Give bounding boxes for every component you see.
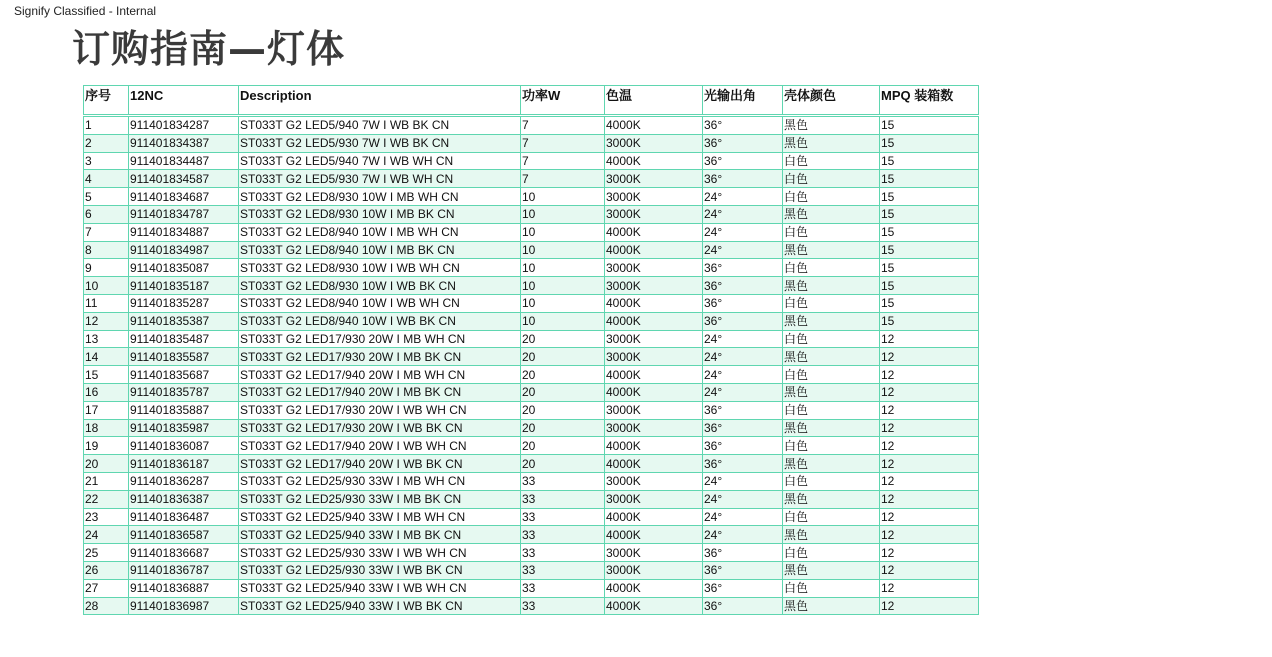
table-row <box>84 277 979 295</box>
cell-power: 20 <box>521 366 605 384</box>
cell-power: 20 <box>521 455 605 473</box>
cell-12nc: 911401834287 <box>129 116 239 135</box>
cell-power: 10 <box>521 259 605 277</box>
cell-index: 3 <box>84 152 129 170</box>
cell-beam-angle: 24° <box>703 383 783 401</box>
cell-power: 33 <box>521 544 605 562</box>
table-row <box>84 152 979 170</box>
cell-beam-angle: 24° <box>703 241 783 259</box>
cell-description: ST033T G2 LED25/940 33W I WB WH CN <box>239 579 521 597</box>
cell-mpq: 12 <box>880 366 979 384</box>
cell-description: ST033T G2 LED25/930 33W I MB WH CN <box>239 472 521 490</box>
table-body <box>84 116 979 615</box>
cell-power: 10 <box>521 294 605 312</box>
cell-index: 25 <box>84 544 129 562</box>
table-row <box>84 472 979 490</box>
cell-12nc: 911401836187 <box>129 455 239 473</box>
cell-power: 33 <box>521 597 605 615</box>
cell-cct: 4000K <box>605 294 703 312</box>
cell-cct: 4000K <box>605 437 703 455</box>
cell-power: 33 <box>521 579 605 597</box>
cell-index: 13 <box>84 330 129 348</box>
ordering-table-container <box>83 85 978 615</box>
cell-description: ST033T G2 LED8/930 10W I WB WH CN <box>239 259 521 277</box>
cell-description: ST033T G2 LED8/940 10W I MB BK CN <box>239 241 521 259</box>
cell-mpq: 12 <box>880 437 979 455</box>
cell-housing-color: 白色 <box>783 330 880 348</box>
table-row <box>84 490 979 508</box>
cell-description: ST033T G2 LED25/940 33W I MB BK CN <box>239 526 521 544</box>
cell-beam-angle: 36° <box>703 561 783 579</box>
table-row <box>84 383 979 401</box>
cell-12nc: 911401836287 <box>129 472 239 490</box>
table-row <box>84 294 979 312</box>
cell-mpq: 15 <box>880 188 979 206</box>
cell-index: 26 <box>84 561 129 579</box>
cell-power: 33 <box>521 490 605 508</box>
cell-12nc: 911401836387 <box>129 490 239 508</box>
cell-index: 23 <box>84 508 129 526</box>
cell-description: ST033T G2 LED17/940 20W I MB WH CN <box>239 366 521 384</box>
cell-12nc: 911401836587 <box>129 526 239 544</box>
cell-power: 10 <box>521 277 605 295</box>
col-header-housing-color: 壳体颜色 <box>783 86 880 116</box>
cell-beam-angle: 24° <box>703 526 783 544</box>
table-row <box>84 419 979 437</box>
table-row <box>84 134 979 152</box>
cell-12nc: 911401836987 <box>129 597 239 615</box>
cell-mpq: 15 <box>880 294 979 312</box>
cell-power: 33 <box>521 472 605 490</box>
cell-mpq: 12 <box>880 348 979 366</box>
cell-housing-color: 黑色 <box>783 134 880 152</box>
cell-mpq: 12 <box>880 561 979 579</box>
cell-12nc: 911401836487 <box>129 508 239 526</box>
cell-cct: 4000K <box>605 383 703 401</box>
cell-index: 18 <box>84 419 129 437</box>
cell-mpq: 15 <box>880 277 979 295</box>
cell-12nc: 911401836687 <box>129 544 239 562</box>
cell-index: 10 <box>84 277 129 295</box>
cell-beam-angle: 36° <box>703 401 783 419</box>
cell-beam-angle: 36° <box>703 544 783 562</box>
table-row <box>84 205 979 223</box>
cell-beam-angle: 36° <box>703 134 783 152</box>
cell-housing-color: 黑色 <box>783 490 880 508</box>
cell-index: 19 <box>84 437 129 455</box>
cell-mpq: 12 <box>880 330 979 348</box>
cell-index: 9 <box>84 259 129 277</box>
cell-beam-angle: 36° <box>703 455 783 473</box>
cell-index: 7 <box>84 223 129 241</box>
cell-power: 33 <box>521 561 605 579</box>
cell-housing-color: 黑色 <box>783 205 880 223</box>
cell-power: 20 <box>521 330 605 348</box>
cell-housing-color: 黑色 <box>783 116 880 135</box>
cell-description: ST033T G2 LED8/930 10W I WB BK CN <box>239 277 521 295</box>
cell-12nc: 911401834387 <box>129 134 239 152</box>
table-row <box>84 561 979 579</box>
cell-power: 10 <box>521 312 605 330</box>
cell-12nc: 911401834887 <box>129 223 239 241</box>
cell-cct: 4000K <box>605 508 703 526</box>
cell-mpq: 15 <box>880 170 979 188</box>
cell-mpq: 12 <box>880 455 979 473</box>
cell-cct: 3000K <box>605 188 703 206</box>
cell-description: ST033T G2 LED17/940 20W I MB BK CN <box>239 383 521 401</box>
cell-cct: 3000K <box>605 170 703 188</box>
cell-housing-color: 白色 <box>783 508 880 526</box>
cell-mpq: 12 <box>880 472 979 490</box>
cell-beam-angle: 36° <box>703 597 783 615</box>
cell-cct: 3000K <box>605 134 703 152</box>
col-header-12nc: 12NC <box>129 86 239 116</box>
table-row <box>84 116 979 135</box>
cell-cct: 3000K <box>605 401 703 419</box>
table-row <box>84 366 979 384</box>
cell-index: 12 <box>84 312 129 330</box>
cell-description: ST033T G2 LED25/930 33W I WB BK CN <box>239 561 521 579</box>
cell-index: 8 <box>84 241 129 259</box>
table-row <box>84 579 979 597</box>
cell-mpq: 15 <box>880 152 979 170</box>
ordering-table <box>83 85 979 615</box>
cell-12nc: 911401835987 <box>129 419 239 437</box>
cell-12nc: 911401835187 <box>129 277 239 295</box>
cell-beam-angle: 24° <box>703 205 783 223</box>
table-row <box>84 330 979 348</box>
cell-description: ST033T G2 LED5/940 7W I WB BK CN <box>239 116 521 135</box>
cell-description: ST033T G2 LED17/940 20W I WB WH CN <box>239 437 521 455</box>
cell-12nc: 911401834487 <box>129 152 239 170</box>
cell-mpq: 12 <box>880 526 979 544</box>
cell-housing-color: 黑色 <box>783 312 880 330</box>
cell-power: 7 <box>521 134 605 152</box>
cell-cct: 3000K <box>605 490 703 508</box>
cell-cct: 4000K <box>605 223 703 241</box>
cell-mpq: 15 <box>880 116 979 135</box>
cell-description: ST033T G2 LED8/940 10W I WB BK CN <box>239 312 521 330</box>
cell-cct: 3000K <box>605 259 703 277</box>
cell-12nc: 911401835787 <box>129 383 239 401</box>
cell-12nc: 911401835587 <box>129 348 239 366</box>
cell-cct: 4000K <box>605 312 703 330</box>
cell-12nc: 911401836087 <box>129 437 239 455</box>
cell-description: ST033T G2 LED8/930 10W I MB WH CN <box>239 188 521 206</box>
cell-beam-angle: 24° <box>703 490 783 508</box>
cell-index: 2 <box>84 134 129 152</box>
cell-description: ST033T G2 LED25/930 33W I MB BK CN <box>239 490 521 508</box>
cell-power: 20 <box>521 348 605 366</box>
page-title: 订购指南—灯体 <box>72 27 346 71</box>
cell-12nc: 911401835687 <box>129 366 239 384</box>
cell-power: 33 <box>521 526 605 544</box>
table-row <box>84 259 979 277</box>
cell-cct: 3000K <box>605 561 703 579</box>
cell-power: 20 <box>521 419 605 437</box>
cell-housing-color: 黑色 <box>783 419 880 437</box>
cell-mpq: 15 <box>880 259 979 277</box>
cell-12nc: 911401834987 <box>129 241 239 259</box>
cell-beam-angle: 24° <box>703 508 783 526</box>
cell-beam-angle: 36° <box>703 294 783 312</box>
cell-housing-color: 白色 <box>783 401 880 419</box>
cell-index: 20 <box>84 455 129 473</box>
table-row <box>84 597 979 615</box>
cell-index: 15 <box>84 366 129 384</box>
table-row <box>84 188 979 206</box>
cell-beam-angle: 24° <box>703 348 783 366</box>
cell-description: ST033T G2 LED17/930 20W I MB BK CN <box>239 348 521 366</box>
cell-housing-color: 黑色 <box>783 277 880 295</box>
table-row <box>84 508 979 526</box>
cell-index: 5 <box>84 188 129 206</box>
cell-power: 20 <box>521 383 605 401</box>
cell-cct: 4000K <box>605 116 703 135</box>
cell-mpq: 15 <box>880 223 979 241</box>
cell-beam-angle: 36° <box>703 277 783 295</box>
cell-mpq: 15 <box>880 134 979 152</box>
cell-12nc: 911401835387 <box>129 312 239 330</box>
classification-label: Signify Classified - Internal <box>14 4 157 18</box>
cell-index: 21 <box>84 472 129 490</box>
cell-mpq: 15 <box>880 205 979 223</box>
cell-housing-color: 黑色 <box>783 241 880 259</box>
cell-beam-angle: 36° <box>703 437 783 455</box>
cell-power: 20 <box>521 401 605 419</box>
cell-cct: 4000K <box>605 366 703 384</box>
cell-mpq: 12 <box>880 579 979 597</box>
cell-beam-angle: 24° <box>703 330 783 348</box>
cell-cct: 4000K <box>605 455 703 473</box>
cell-description: ST033T G2 LED5/930 7W I WB BK CN <box>239 134 521 152</box>
cell-housing-color: 黑色 <box>783 561 880 579</box>
table-row <box>84 241 979 259</box>
table-row <box>84 526 979 544</box>
cell-index: 1 <box>84 116 129 135</box>
cell-description: ST033T G2 LED25/940 33W I MB WH CN <box>239 508 521 526</box>
cell-power: 7 <box>521 116 605 135</box>
cell-housing-color: 白色 <box>783 579 880 597</box>
col-header-mpq: MPQ 装箱数 <box>880 86 979 116</box>
cell-power: 10 <box>521 205 605 223</box>
cell-beam-angle: 36° <box>703 312 783 330</box>
cell-housing-color: 黑色 <box>783 455 880 473</box>
cell-cct: 3000K <box>605 544 703 562</box>
cell-description: ST033T G2 LED25/940 33W I WB BK CN <box>239 597 521 615</box>
table-row <box>84 312 979 330</box>
cell-beam-angle: 36° <box>703 116 783 135</box>
col-header-index: 序号 <box>84 86 129 116</box>
cell-beam-angle: 36° <box>703 419 783 437</box>
cell-cct: 3000K <box>605 330 703 348</box>
cell-housing-color: 白色 <box>783 170 880 188</box>
cell-12nc: 911401835887 <box>129 401 239 419</box>
cell-mpq: 12 <box>880 383 979 401</box>
cell-beam-angle: 24° <box>703 366 783 384</box>
cell-cct: 3000K <box>605 205 703 223</box>
cell-index: 6 <box>84 205 129 223</box>
cell-housing-color: 黑色 <box>783 383 880 401</box>
col-header-beam-angle: 光输出角 <box>703 86 783 116</box>
cell-12nc: 911401834587 <box>129 170 239 188</box>
cell-housing-color: 白色 <box>783 472 880 490</box>
cell-housing-color: 黑色 <box>783 526 880 544</box>
col-header-cct: 色温 <box>605 86 703 116</box>
cell-12nc: 911401835287 <box>129 294 239 312</box>
cell-housing-color: 白色 <box>783 188 880 206</box>
cell-cct: 4000K <box>605 597 703 615</box>
table-row <box>84 455 979 473</box>
cell-cct: 4000K <box>605 579 703 597</box>
cell-power: 20 <box>521 437 605 455</box>
table-row <box>84 401 979 419</box>
cell-beam-angle: 36° <box>703 152 783 170</box>
cell-cct: 3000K <box>605 277 703 295</box>
cell-cct: 4000K <box>605 241 703 259</box>
cell-description: ST033T G2 LED8/940 10W I MB WH CN <box>239 223 521 241</box>
cell-description: ST033T G2 LED25/930 33W I WB WH CN <box>239 544 521 562</box>
cell-index: 24 <box>84 526 129 544</box>
cell-housing-color: 白色 <box>783 259 880 277</box>
cell-index: 22 <box>84 490 129 508</box>
cell-beam-angle: 36° <box>703 579 783 597</box>
cell-mpq: 12 <box>880 508 979 526</box>
cell-mpq: 15 <box>880 312 979 330</box>
table-row <box>84 437 979 455</box>
cell-housing-color: 白色 <box>783 544 880 562</box>
cell-description: ST033T G2 LED17/930 20W I WB WH CN <box>239 401 521 419</box>
table-row <box>84 170 979 188</box>
cell-power: 7 <box>521 152 605 170</box>
cell-beam-angle: 24° <box>703 223 783 241</box>
cell-housing-color: 白色 <box>783 294 880 312</box>
cell-description: ST033T G2 LED17/940 20W I WB BK CN <box>239 455 521 473</box>
cell-cct: 4000K <box>605 526 703 544</box>
table-row <box>84 348 979 366</box>
cell-housing-color: 白色 <box>783 223 880 241</box>
cell-power: 33 <box>521 508 605 526</box>
cell-housing-color: 白色 <box>783 366 880 384</box>
table-header-row <box>84 86 979 116</box>
cell-housing-color: 白色 <box>783 152 880 170</box>
cell-12nc: 911401836787 <box>129 561 239 579</box>
cell-index: 14 <box>84 348 129 366</box>
col-header-power: 功率W <box>521 86 605 116</box>
cell-description: ST033T G2 LED5/940 7W I WB WH CN <box>239 152 521 170</box>
cell-beam-angle: 36° <box>703 259 783 277</box>
cell-power: 10 <box>521 241 605 259</box>
cell-index: 11 <box>84 294 129 312</box>
cell-12nc: 911401836887 <box>129 579 239 597</box>
cell-12nc: 911401835487 <box>129 330 239 348</box>
cell-mpq: 15 <box>880 241 979 259</box>
cell-mpq: 12 <box>880 401 979 419</box>
cell-index: 27 <box>84 579 129 597</box>
cell-index: 28 <box>84 597 129 615</box>
cell-cct: 3000K <box>605 348 703 366</box>
table-row <box>84 544 979 562</box>
cell-index: 4 <box>84 170 129 188</box>
cell-description: ST033T G2 LED8/940 10W I WB WH CN <box>239 294 521 312</box>
cell-12nc: 911401834787 <box>129 205 239 223</box>
cell-cct: 4000K <box>605 152 703 170</box>
cell-power: 10 <box>521 223 605 241</box>
cell-housing-color: 白色 <box>783 437 880 455</box>
cell-cct: 3000K <box>605 472 703 490</box>
cell-description: ST033T G2 LED8/930 10W I MB BK CN <box>239 205 521 223</box>
cell-description: ST033T G2 LED17/930 20W I MB WH CN <box>239 330 521 348</box>
cell-12nc: 911401834687 <box>129 188 239 206</box>
cell-index: 17 <box>84 401 129 419</box>
cell-power: 10 <box>521 188 605 206</box>
cell-beam-angle: 36° <box>703 170 783 188</box>
cell-index: 16 <box>84 383 129 401</box>
col-header-description: Description <box>239 86 521 116</box>
cell-mpq: 12 <box>880 490 979 508</box>
cell-cct: 3000K <box>605 419 703 437</box>
table-row <box>84 223 979 241</box>
cell-power: 7 <box>521 170 605 188</box>
cell-mpq: 12 <box>880 544 979 562</box>
cell-mpq: 12 <box>880 597 979 615</box>
cell-housing-color: 黑色 <box>783 597 880 615</box>
cell-description: ST033T G2 LED17/930 20W I WB BK CN <box>239 419 521 437</box>
cell-beam-angle: 24° <box>703 188 783 206</box>
cell-12nc: 911401835087 <box>129 259 239 277</box>
cell-housing-color: 黑色 <box>783 348 880 366</box>
cell-mpq: 12 <box>880 419 979 437</box>
cell-description: ST033T G2 LED5/930 7W I WB WH CN <box>239 170 521 188</box>
cell-beam-angle: 24° <box>703 472 783 490</box>
